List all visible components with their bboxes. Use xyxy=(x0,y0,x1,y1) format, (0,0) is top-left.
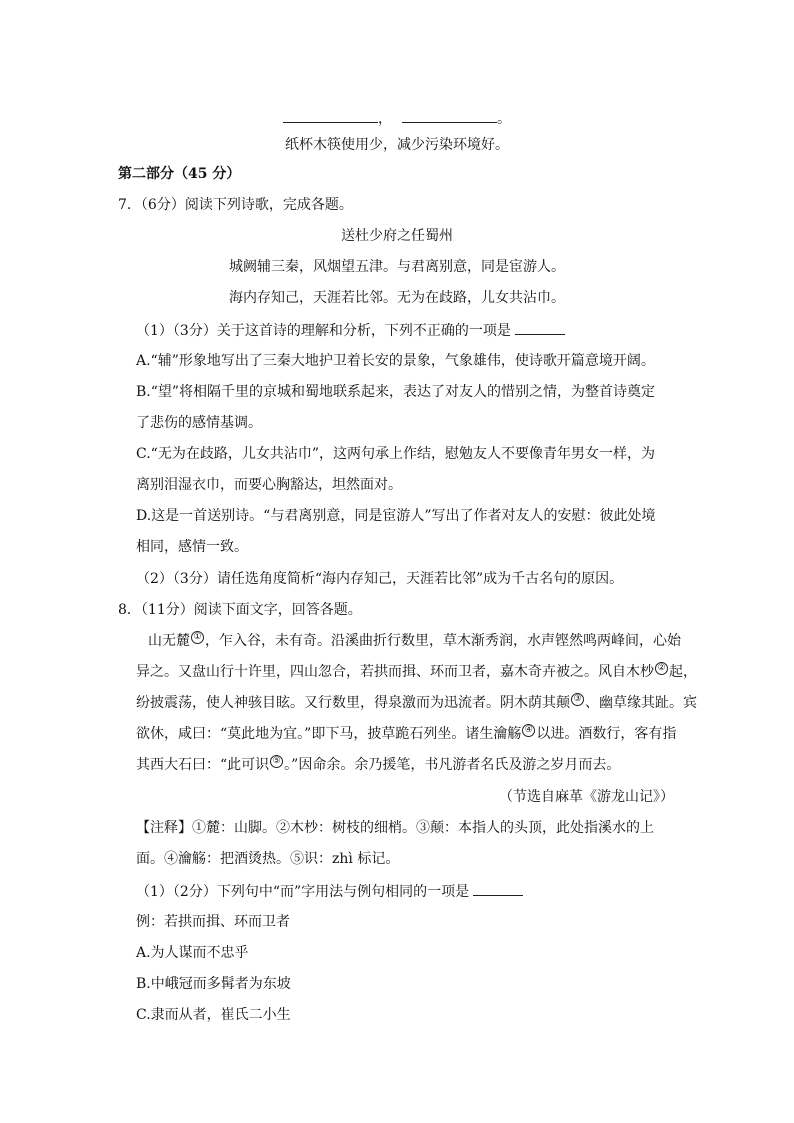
q7-option-b-line2: 了悲伤的感情基调。 xyxy=(136,415,262,431)
q7-sub2: （2）（3分）请任选角度简析“海内存知己，天涯若比邻”成为千古名句的原因。 xyxy=(136,571,624,587)
q8-option-b: B.中峨冠而多髯者为东坡 xyxy=(136,976,291,992)
passage-source: （节选自麻革《游龙山记》） xyxy=(499,789,674,805)
q8-option-c: C.隶而从者，崔氏二小生 xyxy=(136,1007,291,1023)
note-marker-4: ④ xyxy=(522,724,535,737)
passage-line-2: 异之。又盘山行十许里，四山忽合，若拱而揖、环而卫者，嘉木奇卉被之。风自木杪 ② 起， xyxy=(136,663,697,680)
answer-blank-1[interactable] xyxy=(283,108,378,123)
note-marker-1: ① xyxy=(191,631,204,644)
poem-line-2: 海内存知己，天涯若比邻。无为在歧路，儿女共沾巾。 xyxy=(229,290,565,306)
q7-option-c-line1: C.“无为在歧路，儿女共沾巾”，这两句承上作结，慰勉友人不要像青年男女一样，为 xyxy=(136,446,655,462)
q7-option-c-line2: 离别泪湿衣巾，而要心胸豁达，坦然面对。 xyxy=(136,477,402,493)
q8-example: 例：若拱而揖、环而卫者 xyxy=(136,914,290,930)
q7-title: 7．（6分）阅读下列诗歌，完成各题。 xyxy=(118,197,353,213)
poem-line-1: 城阙辅三秦，风烟望五津。与君离别意，同是宦游人。 xyxy=(229,259,565,275)
part2-title: 第二部分（45 分） xyxy=(118,166,241,182)
poem-title: 送杜少府之任蜀州 xyxy=(341,228,453,244)
q7-option-d-line1: D.这是一首送别诗。“与君离别意，同是宦游人”写出了作者对友人的安慰：彼此处境 xyxy=(136,508,656,524)
passage-line-5: 其西大石曰：“此可识 ⑤ 。”因命余。余乃援笔，书凡游者名氏及游之岁月而去。 xyxy=(136,756,621,773)
passage-line-4: 欲休，咸曰：“莫此地为宜。”即下马，披草跪石列坐。诸生瀹觞 ④ 以进。酒数行，客有指 xyxy=(136,725,677,742)
annotation-line-2: 面。④瀹觞：把酒烫热。⑤识：zhì 标记。 xyxy=(136,851,400,867)
passage-line-1: 山无麓 ① ，乍入谷，未有奇。沿溪曲折行数里，草木渐秀润，水声铿然鸣两峰间，心始 xyxy=(148,632,681,649)
annotation-line-1: 【注释】①麓：山脚。②木杪：树枝的细梢。③颠：本指人的头顶，此处指溪水的上 xyxy=(136,820,654,836)
passage-line-3: 纷披震荡，使人神骇目眩。又行数里，得泉激而为迅流者。阴木荫其颠 ③ 、幽草缘其趾。宾 xyxy=(136,694,697,711)
slogan-line: 纸杯木筷使用少，减少污染环境好。 xyxy=(285,137,509,153)
q8-sub1-answer-blank[interactable] xyxy=(473,881,523,896)
q7-sub1: （1）（3分）关于这首诗的理解和分析，下列不正确的一项是 xyxy=(136,320,565,341)
q7-option-b-line1: B.“望”将相隔千里的京城和蜀地联系起来，表达了对友人的惜别之情，为整首诗奠定 xyxy=(136,384,656,400)
q7-option-d-line2: 相同，感情一致。 xyxy=(136,539,248,555)
q7-option-a: A.“辅”形象地写出了三秦大地护卫着长安的景象，气象雄伟，使诗歌开篇意境开阔。 xyxy=(136,353,655,369)
answer-blank-2[interactable] xyxy=(402,108,497,123)
note-marker-3: ③ xyxy=(571,693,584,706)
note-marker-2: ② xyxy=(655,662,668,675)
q7-sub1-answer-blank[interactable] xyxy=(515,320,565,335)
fill-blank-line: ， 。 xyxy=(0,108,794,129)
q8-title: 8．（11分）阅读下面文字，回答各题。 xyxy=(118,602,362,618)
q8-option-a: A.为人谋而不忠乎 xyxy=(136,945,249,961)
q8-sub1: （1）（2分）下列句中“而”字用法与例句相同的一项是 xyxy=(136,881,523,902)
note-marker-5: ⑤ xyxy=(270,755,283,768)
